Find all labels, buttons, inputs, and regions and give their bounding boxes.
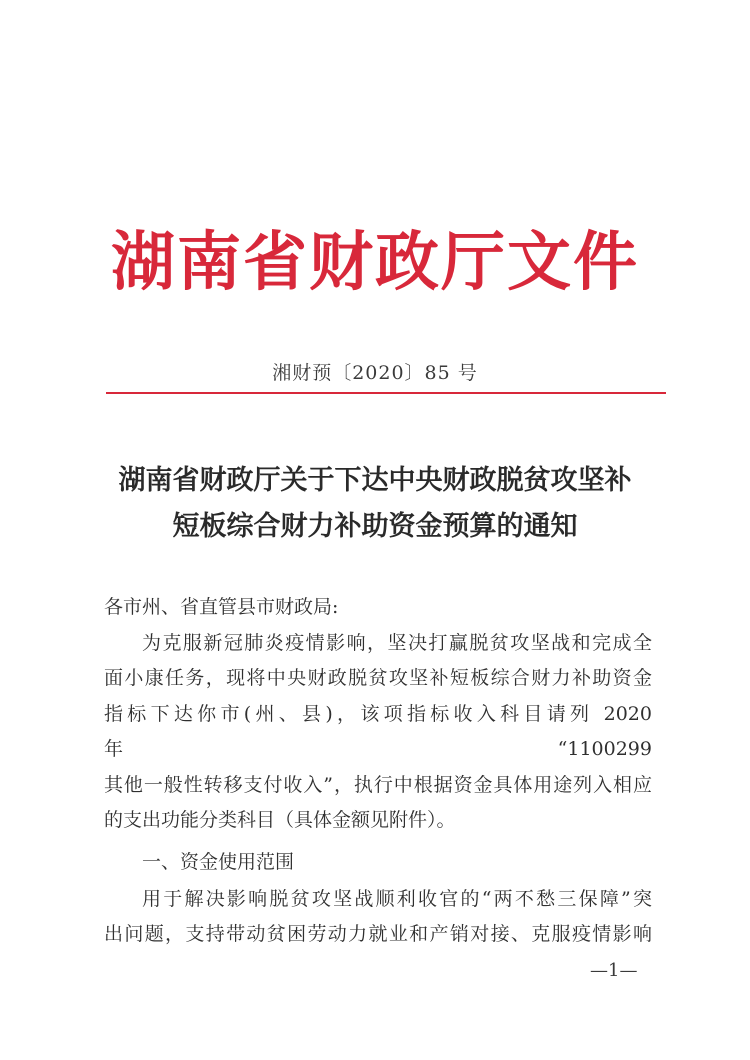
notice-body	[104, 590, 652, 953]
body-line: 指标下达你市(州、县)，该项指标收入科目请列 2020 年“1100299	[104, 702, 652, 760]
page-number: —1—	[590, 960, 638, 981]
notice-title-line: 湖南省财政厅关于下达中央财政脱贫攻坚补	[118, 465, 632, 496]
body-line: 用于解决影响脱贫攻坚战顺利收官的“两不愁三保障”突	[142, 887, 652, 910]
body-line: 其他一般性转移支付收入”，执行中根据资金具体用途列入相应	[104, 773, 652, 796]
document-number: 湘财预〔2020〕85 号	[272, 362, 478, 384]
body-line: 出问题，支持带动贫困劳动力就业和产销对接、克服疫情影响	[104, 923, 652, 945]
notice-title	[60, 458, 690, 550]
body-line: 的支出功能分类科目（具体金额见附件）。	[104, 809, 456, 831]
issuer-header-title: 湖南省财政厅文件	[111, 226, 639, 300]
body-line: 为克服新冠肺炎疫情影响，坚决打赢脱贫攻坚战和完成全	[142, 631, 652, 654]
red-divider-line	[106, 392, 666, 394]
body-line: 面小康任务，现将中央财政脱贫攻坚补短板综合财力补助资金	[104, 667, 652, 689]
addressee-line: 各市州、省直管县市财政局:	[104, 596, 339, 618]
notice-title-line: 短板综合财力补助资金预算的通知	[172, 511, 578, 542]
section-heading: 一、资金使用范围	[142, 850, 295, 873]
